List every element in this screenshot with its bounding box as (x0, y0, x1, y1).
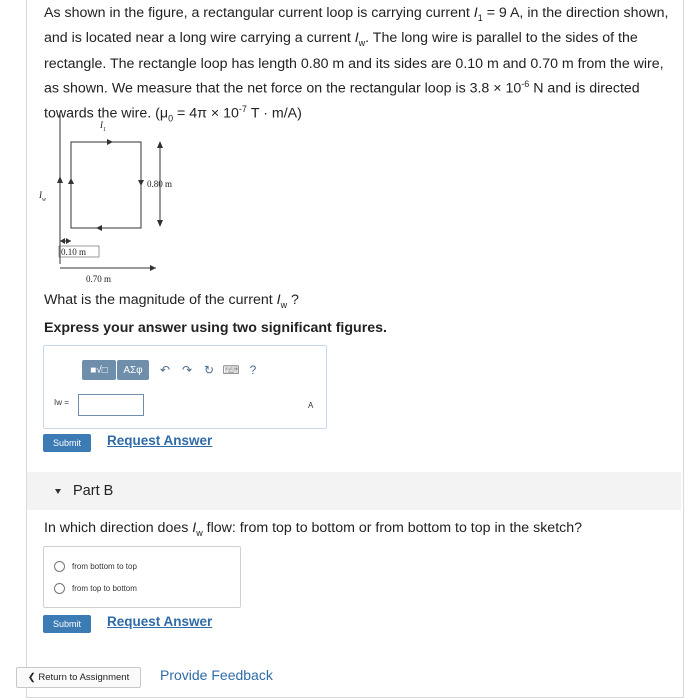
redo-icon[interactable]: ↷ (181, 363, 193, 377)
radio-bottom-to-top[interactable] (54, 561, 65, 572)
option-bottom-to-top[interactable]: from bottom to top (54, 561, 137, 572)
return-to-assignment-button[interactable]: ❮ Return to Assignment (16, 667, 141, 688)
part-a-request-answer-link[interactable]: Request Answer (107, 433, 213, 448)
answer-input[interactable] (78, 394, 144, 416)
loop-arrow-bottom (96, 225, 102, 231)
loop-wire-diagram (34, 112, 194, 290)
i1-label: $I_1$ (100, 120, 106, 133)
current-loop (71, 142, 141, 228)
part-b-header[interactable] (27, 472, 681, 510)
reset-icon[interactable]: ↻ (203, 363, 215, 377)
greek-symbols-button[interactable]: ΑΣφ (117, 360, 149, 380)
far-distance-label: 0.70 m (86, 274, 112, 284)
collapse-arrow-icon[interactable] (55, 489, 61, 494)
answer-box (43, 345, 327, 429)
math-toolbar (82, 359, 260, 381)
loop-arrow-top (107, 139, 113, 145)
loop-arrow-left (68, 178, 74, 184)
part-b-title: Part B (73, 483, 114, 499)
part-a-submit-button[interactable]: Submit (43, 434, 91, 452)
direction-options (43, 546, 241, 608)
radio-top-to-bottom[interactable] (54, 583, 65, 594)
answer-label: Iw = (54, 398, 69, 407)
part-b-submit-button[interactable]: Submit (43, 615, 91, 633)
part-b-request-answer-link[interactable]: Request Answer (107, 614, 213, 629)
unit-label: A (308, 401, 314, 410)
help-icon[interactable]: ? (249, 363, 257, 377)
undo-icon[interactable]: ↶ (159, 363, 171, 377)
problem-statement: As shown in the figure, a rectangular current loop is carrying current $I_1 = 9$ A, in the direction shown, and is located near a long wire carrying a current $I_w$. The long wire is parallel to the sides of the rectangle. The rectangle loop has length 0.80 m and its sides are 0.10 m and 0.70 m from the wire, as shown. We measure that the net force on the rectangular loop is $3.8 \times 10^{-6}$ N and is directed towards the wire. ($\mu_0 = 4\pi \times 10^{-7}$ T · m/A) (44, 5, 669, 124)
length-label: 0.80 m (147, 179, 173, 189)
option-top-to-bottom[interactable]: from top to bottom (54, 583, 137, 594)
keyboard-icon[interactable]: ⌨ (222, 363, 240, 377)
wire-current-arrow (57, 176, 63, 183)
part-a-instruction: Express your answer using two significant figures. (44, 320, 387, 336)
provide-feedback-link[interactable]: Provide Feedback (160, 667, 273, 683)
near-distance-label: 0.10 m (61, 247, 87, 257)
template-button[interactable]: ■√□ (82, 360, 116, 380)
iw-label: $I_w$ (39, 190, 47, 203)
part-b-question: In which direction does $I_w$ flow: from top to bottom or from bottom to top in the sketch? (44, 520, 583, 538)
part-a-question: What is the magnitude of the current $I_w$ ? (44, 292, 299, 310)
loop-arrow-right (138, 180, 144, 186)
